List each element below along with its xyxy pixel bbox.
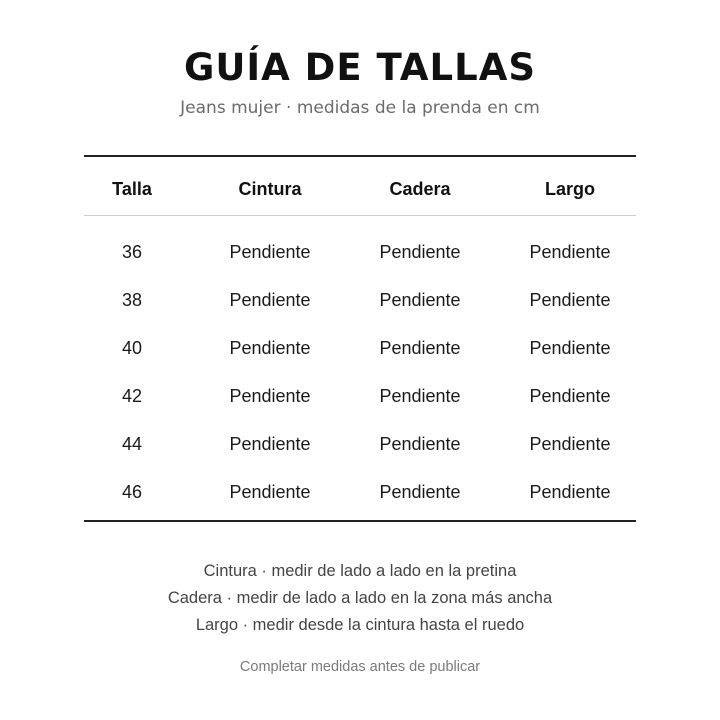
page-subtitle: Jeans mujer · medidas de la prenda en cm (180, 98, 540, 118)
table-header-divider (84, 215, 636, 216)
size-cell: 38 (121, 290, 143, 310)
length-cell: Pendiente (529, 482, 611, 502)
column-header-largo: Largo (544, 179, 595, 199)
table-top-rule (84, 155, 636, 157)
note-cadera: Cadera · medir de lado a lado en la zona más ancha (167, 589, 553, 607)
waist-cell: Pendiente (229, 434, 311, 454)
waist-cell: Pendiente (229, 290, 311, 310)
note-cintura: Cintura · medir de lado a lado en la pretina (203, 562, 517, 580)
hip-cell: Pendiente (379, 242, 461, 262)
length-cell: Pendiente (529, 434, 611, 454)
length-cell: Pendiente (529, 386, 611, 406)
size-cell: 36 (121, 242, 143, 262)
table-bottom-rule (84, 520, 636, 522)
waist-cell: Pendiente (229, 482, 311, 502)
column-header-talla: Talla (112, 179, 152, 199)
hip-cell: Pendiente (379, 434, 461, 454)
waist-cell: Pendiente (229, 338, 311, 358)
hip-cell: Pendiente (379, 482, 461, 502)
size-cell: 46 (121, 482, 143, 502)
footer-note: Completar medidas antes de publicar (239, 659, 481, 675)
hip-cell: Pendiente (379, 338, 461, 358)
size-cell: 42 (121, 386, 143, 406)
column-header-cintura: Cintura (238, 179, 302, 199)
size-cell: 40 (121, 338, 143, 358)
waist-cell: Pendiente (229, 386, 311, 406)
length-cell: Pendiente (529, 338, 611, 358)
size-cell: 44 (121, 434, 143, 454)
length-cell: Pendiente (529, 290, 611, 310)
column-header-cadera: Cadera (389, 179, 451, 199)
waist-cell: Pendiente (229, 242, 311, 262)
hip-cell: Pendiente (379, 290, 461, 310)
hip-cell: Pendiente (379, 386, 461, 406)
note-largo: Largo · medir desde la cintura hasta el ruedo (195, 616, 525, 634)
length-cell: Pendiente (529, 242, 611, 262)
page-title: GUÍA DE TALLAS (183, 46, 536, 89)
